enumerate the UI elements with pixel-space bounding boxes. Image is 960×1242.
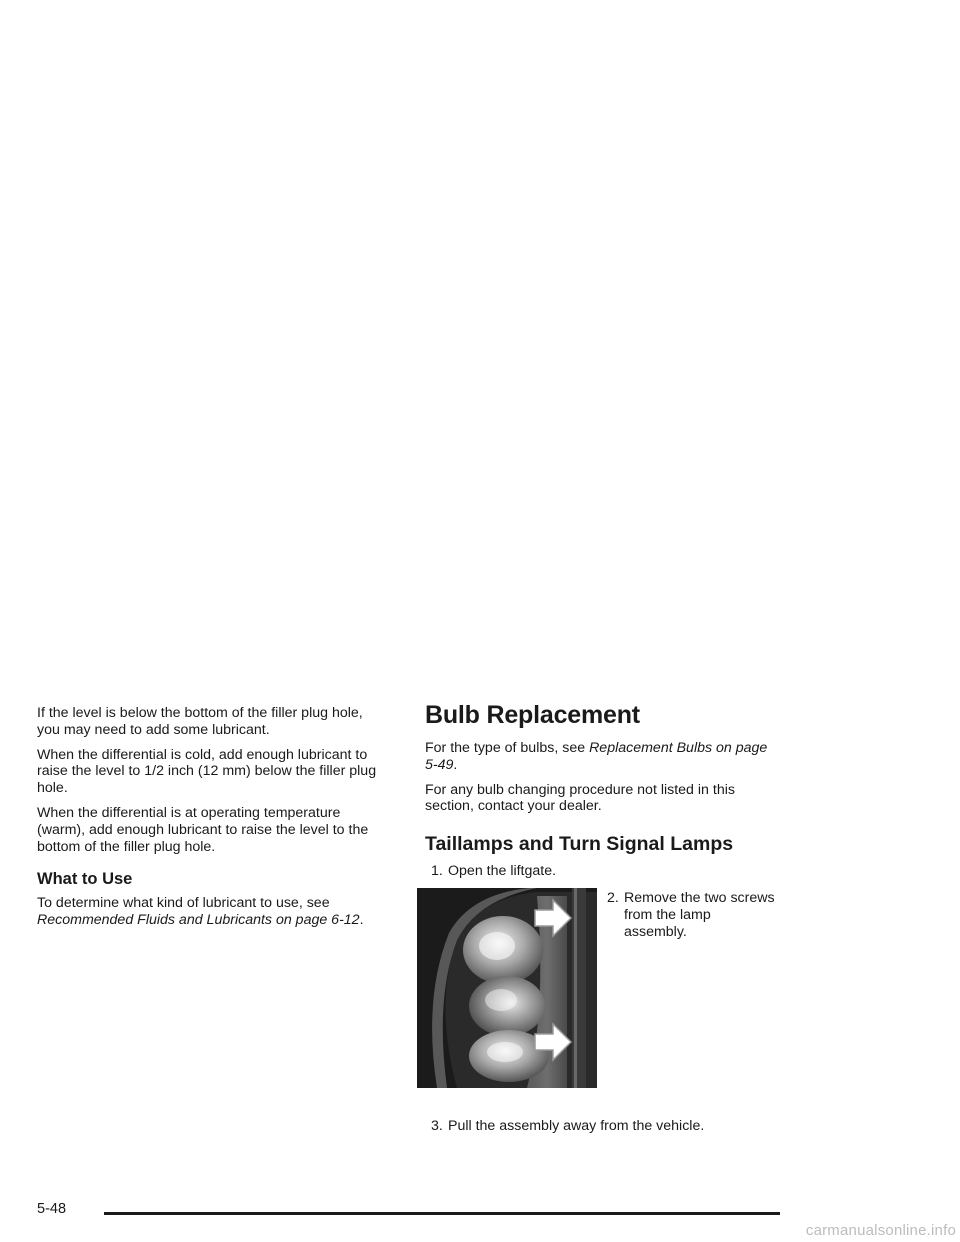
page-number: 5-48: [37, 1201, 67, 1217]
footer-rule: [104, 1212, 780, 1215]
recommended-fluids-link[interactable]: Recommended Fluids and Lubricants on page 6-12: [37, 912, 360, 929]
lubricant-level-paragraph: If the level is below the bottom of the filler plug hole, you may need to add some lubricant.: [37, 705, 363, 738]
step-text: Pull the assembly away from the vehicle.: [448, 1117, 705, 1134]
right-column: [425, 700, 775, 1135]
bulb-type-paragraph: [425, 740, 770, 774]
step-2-with-figure: [431, 888, 775, 1088]
taillamps-heading: Taillamps and Turn Signal Lamps: [425, 833, 734, 856]
replacement-bulbs-link[interactable]: Replacement Bulbs on page 5-49: [425, 740, 768, 773]
left-column: [37, 705, 387, 937]
taillamp-assembly-photo: [417, 888, 597, 1088]
step-number: 3.: [431, 1117, 443, 1134]
what-to-use-heading: What to Use: [37, 870, 133, 889]
taillamp-illustration: [417, 888, 597, 1088]
step-1: [431, 863, 770, 880]
bulb-type-period: .: [453, 756, 458, 773]
bulb-type-text: For the type of bulbs, see: [425, 740, 586, 756]
step-number: 2.: [607, 889, 619, 906]
lubricant-type-paragraph: [37, 895, 387, 929]
cold-differential-paragraph: When the differential is cold, add enough lubricant to raise the level to 1/2 inch (12 mm) below the filler plug hole.: [37, 746, 377, 797]
step-number: 1.: [431, 863, 443, 880]
watermark: carmanualsonline.info: [805, 1222, 956, 1239]
step-2: [607, 890, 777, 940]
lubricant-type-text: To determine what kind of lubricant to use, see: [37, 895, 330, 912]
step-text: Remove the two screws from the lamp assembly.: [624, 889, 775, 940]
bulb-replacement-heading: Bulb Replacement: [425, 701, 640, 729]
step-3: [431, 1118, 770, 1135]
contact-dealer-paragraph: For any bulb changing procedure not listed in this section, contact your dealer.: [425, 781, 735, 815]
procedure-steps: [431, 863, 775, 1135]
warm-differential-paragraph: When the differential is at operating temperature (warm), add enough lubricant to raise the level to the bottom of the filler plug hole.: [37, 804, 369, 855]
step-text: Open the liftgate.: [448, 863, 557, 880]
lubricant-type-period: .: [359, 912, 364, 929]
